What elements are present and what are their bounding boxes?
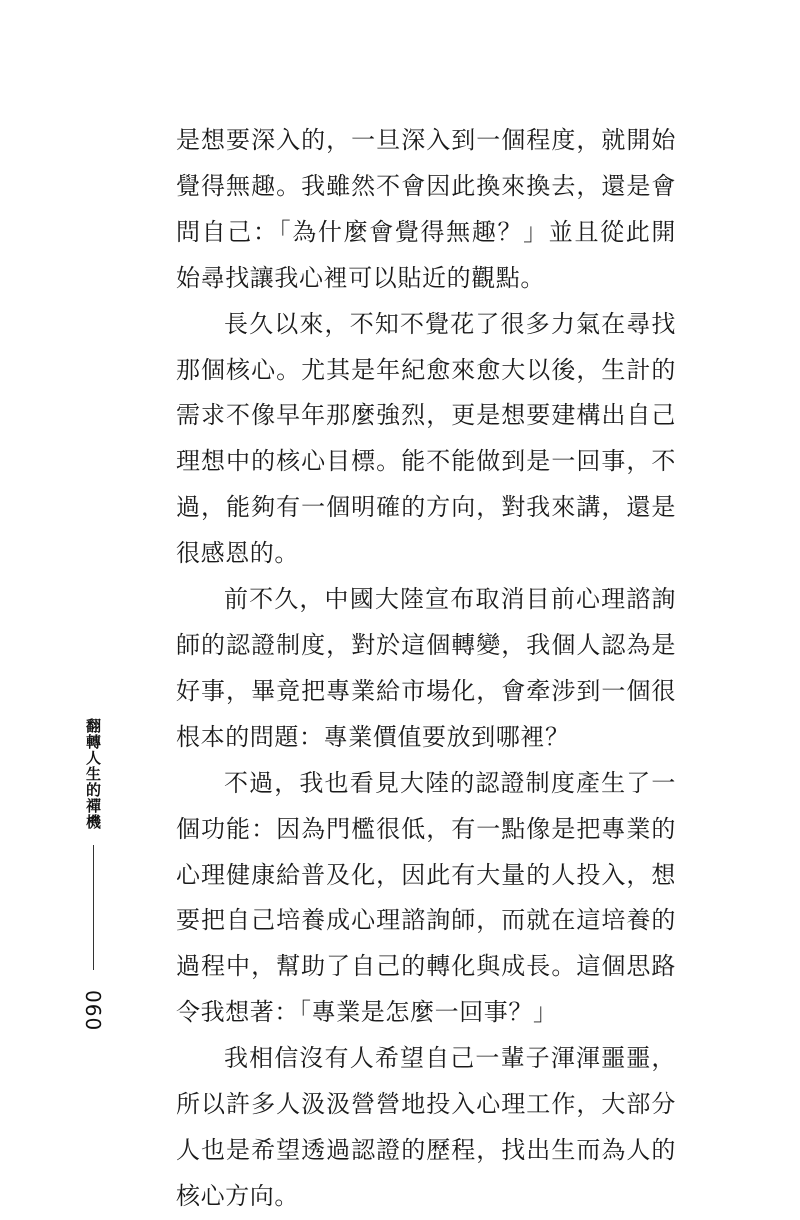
paragraph-1: 是想要深入的，一旦深入到一個程度，就開始覺得無趣。我雖然不會因此換來換去，還是會問自己：「為什麼會覺得無趣？」並且從此開始尋找讓我心裡可以貼近的觀點。: [176, 126, 676, 292]
running-title: 翻轉人生的禪機: [84, 718, 102, 830]
paragraph-5: 我相信沒有人希望自己一輩子渾渾噩噩，所以許多人汲汲營營地投入心理工作，大部分人也是希望透過認證的歷程，找出生而為人的核心方向。: [176, 1044, 676, 1210]
paragraph-2: 長久以來，不知不覺花了很多力氣在尋找那個核心。尤其是年紀愈來愈大以後，生計的需求不像早年那麼強烈，更是想要建構出自己理想中的核心目標。能不能做到是一回事，不過，能夠有一個明確的方向，對我來講，還是很感恩的。: [176, 309, 676, 568]
paragraph-4: 不過，我也看見大陸的認證制度產生了一個功能：因為門檻很低，有一點像是把專業的心理健康給普及化，因此有大量的人投入，想要把自己培養成心理諮詢師，而就在這培養的過程中，幫助了自己的轉化與成長。這個思路令我想著：「專業是怎麼一回事？」: [176, 768, 676, 1027]
running-title-divider: [93, 845, 94, 970]
page-number: 060: [81, 990, 105, 1032]
paragraph-3: 前不久，中國大陸宣布取消目前心理諮詢師的認證制度，對於這個轉變，我個人認為是好事，畢竟把專業給市場化，會牽涉到一個很根本的問題：專業價值要放到哪裡？: [176, 585, 676, 751]
body-text: [176, 118, 676, 1220]
